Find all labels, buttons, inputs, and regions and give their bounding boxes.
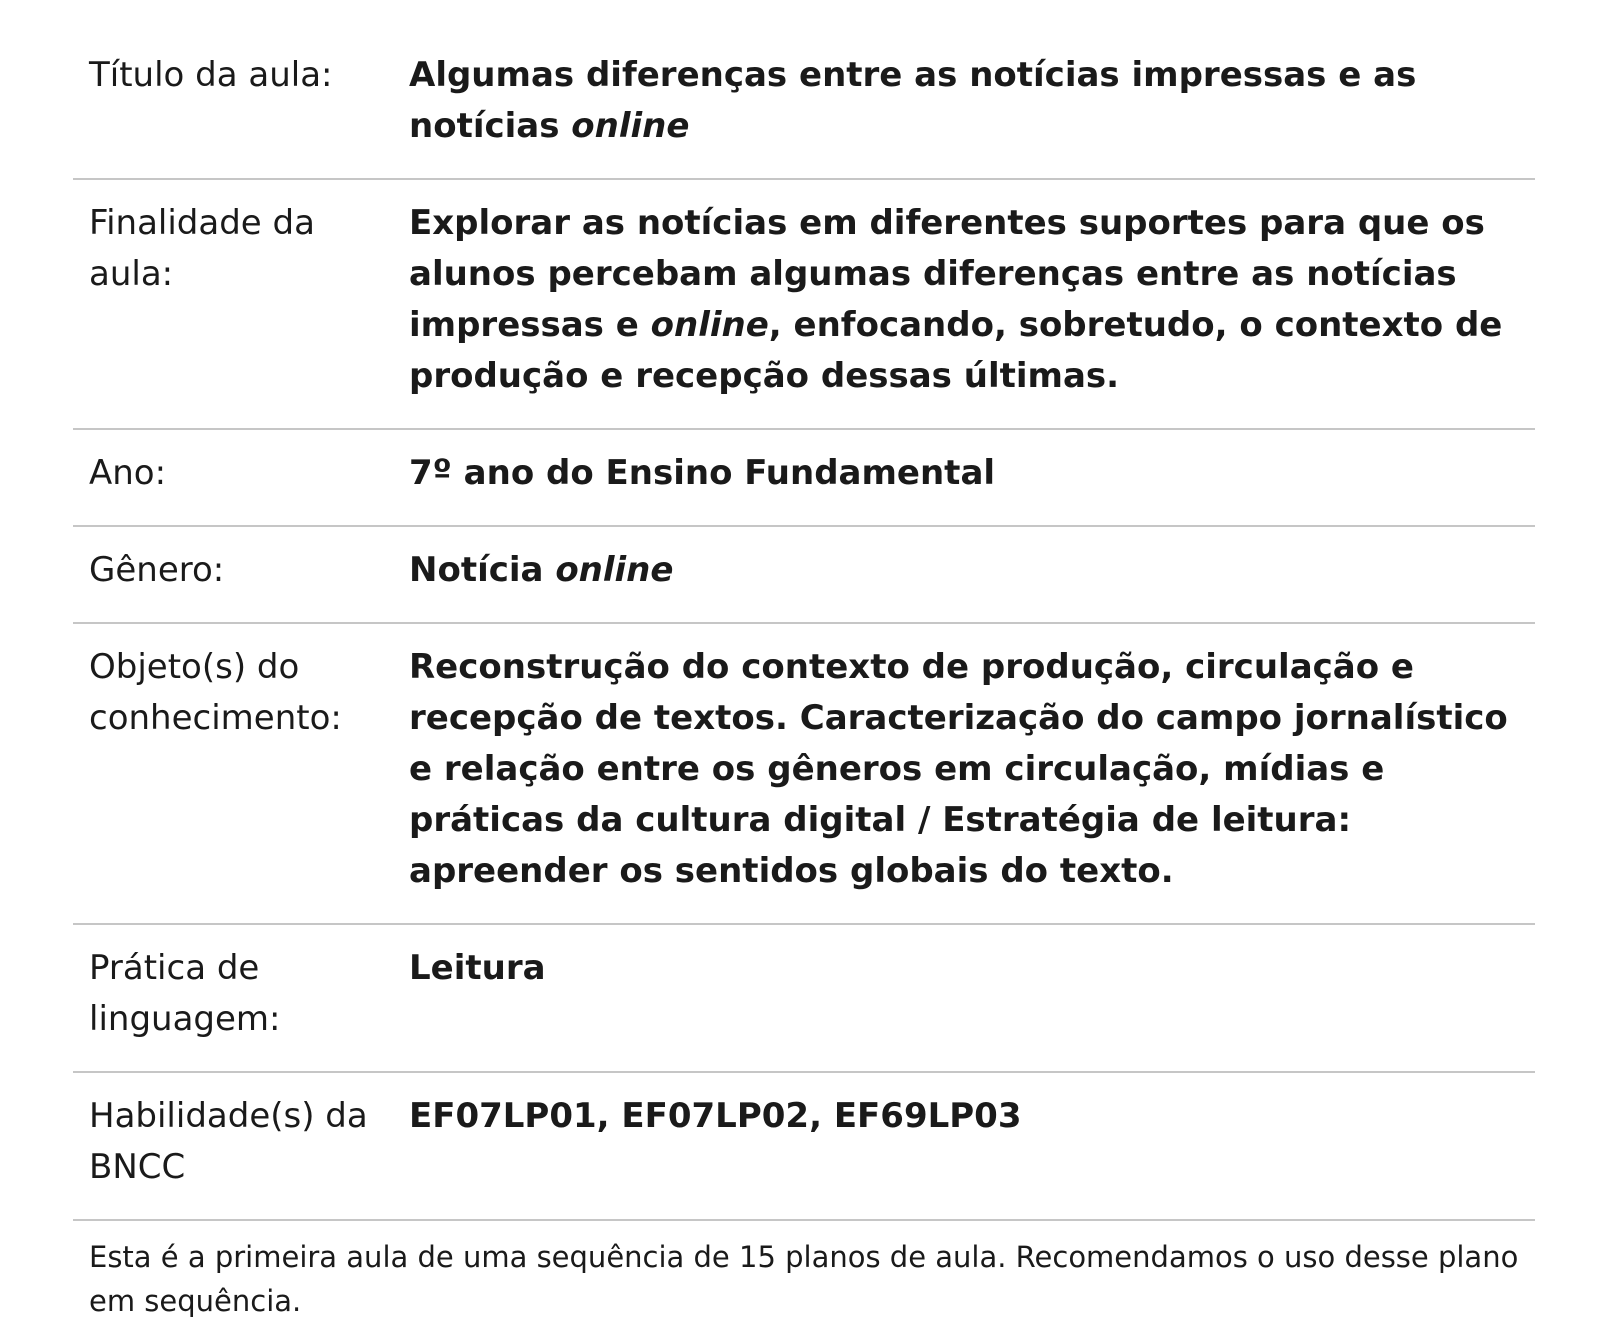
row-value: Leitura <box>409 948 546 988</box>
row-label: Habilidade(s) da BNCC <box>89 1096 368 1187</box>
value-text: Notícia <box>409 550 556 590</box>
sequence-note: Esta é a primeira aula de uma sequência de 15 planos de aula. Recomendamos o uso desse plano em sequência. <box>89 1240 1519 1318</box>
lesson-plan-table <box>73 32 1535 1323</box>
row-value <box>409 198 1535 402</box>
row-value <box>409 545 1535 596</box>
row-label: Objeto(s) do conhecimento: <box>89 647 342 738</box>
value-text: , enfocando, sobretudo, o contexto de produção e recepção dessas últimas. <box>409 305 1503 396</box>
row-ano <box>73 430 1535 527</box>
row-pratica <box>73 925 1535 1073</box>
value-text: Explorar as notícias em diferentes suportes para que os alunos percebam algumas diferenças entre as notícias impressas e <box>409 203 1485 345</box>
row-genero <box>73 527 1535 624</box>
row-objetos <box>73 624 1535 925</box>
row-finalidade <box>73 180 1535 430</box>
row-value: Reconstrução do contexto de produção, circulação e recepção de textos. Caracterização do campo jornalístico e relação entre os gêneros em circulação, mídias e práticas da cultura digital / Estratégia de leitura: apreender os sentidos globais do texto. <box>409 647 1508 891</box>
row-label: Ano: <box>89 453 167 493</box>
row-habilidades <box>73 1073 1535 1221</box>
row-label: Finalidade da aula: <box>89 203 315 294</box>
row-value <box>409 50 1535 152</box>
value-italic: online <box>571 106 690 146</box>
value-italic: online <box>555 550 674 590</box>
row-value: 7º ano do Ensino Fundamental <box>409 453 996 493</box>
value-text: Algumas diferenças entre as notícias impressas e as notícias <box>409 55 1417 146</box>
value-italic: online <box>650 305 769 345</box>
row-label: Prática de linguagem: <box>89 948 281 1039</box>
row-titulo <box>73 32 1535 180</box>
row-label: Título da aula: <box>89 55 333 95</box>
row-value: EF07LP01, EF07LP02, EF69LP03 <box>409 1096 1022 1136</box>
row-label: Gênero: <box>89 550 225 590</box>
